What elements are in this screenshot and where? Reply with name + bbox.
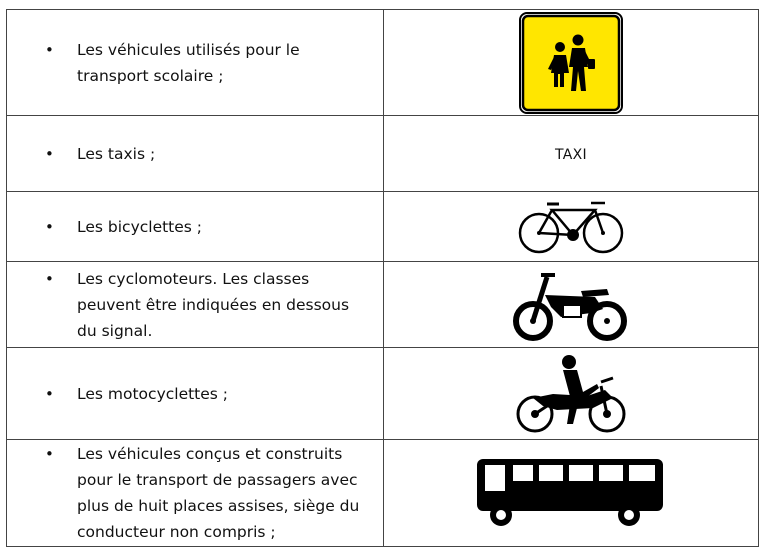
bullet: • xyxy=(45,269,54,288)
row-text: Les taxis ; xyxy=(77,144,156,163)
table-row xyxy=(7,348,759,440)
bullet: • xyxy=(45,217,54,236)
motorcycle-icon xyxy=(513,352,629,436)
row-text: Les motocyclettes ; xyxy=(77,384,229,403)
description-cell xyxy=(7,192,384,262)
sign-cell xyxy=(384,348,759,440)
table-row xyxy=(7,440,759,547)
description-cell xyxy=(7,440,384,547)
row-text: Les véhicules conçus et construits pour le transport de passagers avec plus de huit places assises, siège du conducteur non compris ; xyxy=(77,445,360,541)
row-text: Les cyclomoteurs. Les classes peuvent être indiquées en dessous du signal. xyxy=(77,269,350,340)
sign-cell xyxy=(384,262,759,348)
bicycle-icon xyxy=(515,197,627,257)
sign-cell xyxy=(384,192,759,262)
vehicle-signs-table xyxy=(6,9,759,547)
bus-icon xyxy=(473,455,669,531)
school-children-icon xyxy=(518,11,624,115)
row-text: Les véhicules utilisés pour le transport scolaire ; xyxy=(77,40,300,85)
taxi-sign-text: TAXI xyxy=(555,147,587,163)
sign-cell xyxy=(384,10,759,116)
description-cell xyxy=(7,10,384,116)
bullet: • xyxy=(45,384,54,403)
sign-cell xyxy=(384,440,759,547)
bullet: • xyxy=(45,445,54,463)
row-text: Les bicyclettes ; xyxy=(77,217,203,236)
description-cell xyxy=(7,262,384,348)
table-row xyxy=(7,116,759,192)
bullet: • xyxy=(45,40,54,59)
table-row xyxy=(7,10,759,116)
description-cell xyxy=(7,348,384,440)
table-row xyxy=(7,192,759,262)
sign-cell xyxy=(384,116,759,192)
moped-icon xyxy=(511,267,631,343)
bullet: • xyxy=(45,144,54,163)
description-cell xyxy=(7,116,384,192)
table-row xyxy=(7,262,759,348)
